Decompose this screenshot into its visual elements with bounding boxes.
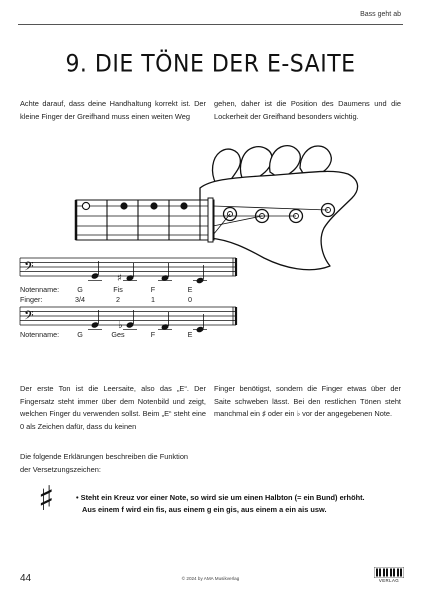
accidentals-intro bbox=[20, 451, 220, 476]
bass-clef-icon: 𝄢 bbox=[24, 259, 34, 277]
note-name: Ges bbox=[111, 330, 125, 339]
book-title-header: Bass geht ab bbox=[360, 11, 401, 18]
finger-number: 0 bbox=[188, 295, 192, 304]
note-name: Fis bbox=[113, 285, 123, 294]
body-paragraph-right: Finger benötigst, sondern die Finger etwas über der Saite schweben lässt. Bei den restlichen Tönen steht manchmal ein ♯ oder ein ♭ vor der angegebenen Note. bbox=[214, 384, 401, 419]
accidentals-intro-line2: der Versetzungszeichen: bbox=[20, 464, 101, 474]
sharp-rule-text bbox=[76, 492, 396, 517]
finger-label: Finger: bbox=[20, 295, 43, 304]
intro-paragraph-right: gehen, daher ist die Position des Daumens und die Lockerheit der Greifhand besonders wichtig. bbox=[214, 99, 401, 121]
note-ges bbox=[126, 321, 135, 328]
finger-number: 1 bbox=[151, 295, 155, 304]
chapter-title: 9. DIE TÖNE DER E-SAITE bbox=[65, 51, 356, 78]
intro-paragraph-left: Achte darauf, dass deine Handhaltung korrekt ist. Der kleine Finger der Greifhand muss einen weiten Weg bbox=[20, 99, 206, 121]
copyright-notice: © 2024 by AMA Musikverlag bbox=[181, 576, 240, 581]
accidentals-intro-line1: Die folgende Erklärungen beschreiben die Funktion bbox=[20, 452, 189, 461]
note-name: F bbox=[150, 330, 156, 339]
music-staff-1 bbox=[18, 255, 238, 285]
note-name: G bbox=[77, 285, 83, 294]
body-paragraph-left: Der erste Ton ist die Leersaite, also das „E“. Der Fingersatz steht immer über dem Notenbild und zeigt, welchen Finger du verwenden sollst. Beim „E“ steht eine 0 als Zeichen dafür, dass du keinen bbox=[20, 384, 206, 431]
sharp-rule-line1 bbox=[76, 492, 396, 504]
header-divider bbox=[18, 24, 403, 25]
fret-position-open bbox=[82, 202, 89, 209]
ama-verlag-logo bbox=[374, 567, 404, 583]
note-g bbox=[91, 321, 100, 328]
note-name-label-2: Notenname: bbox=[20, 330, 60, 339]
bass-clef-icon: 𝄢 bbox=[24, 308, 34, 326]
note-name: E bbox=[187, 285, 193, 294]
fret-position-2 bbox=[150, 202, 157, 209]
note-name: G bbox=[77, 330, 83, 339]
logo-text: VERLAG bbox=[378, 578, 400, 583]
sharp-rule-sentence1: Steht ein Kreuz vor einer Note, so wird sie um einen Halbton (= ein Bund) erhöht. bbox=[80, 493, 365, 502]
note-name: F bbox=[150, 285, 156, 294]
sharp-rule-sentence2: Aus einem f wird ein fis, aus einem g ein gis, aus einem a ein ais usw. bbox=[82, 505, 327, 515]
flat-accidental-icon: ♭ bbox=[118, 320, 123, 331]
note-name: E bbox=[187, 330, 193, 339]
finger-number: 2 bbox=[116, 295, 120, 304]
ama-logo-icon bbox=[374, 567, 404, 578]
note-e bbox=[196, 277, 205, 284]
bullet: • bbox=[76, 493, 79, 502]
fret-position-1 bbox=[120, 202, 127, 209]
finger-number: 3/4 bbox=[75, 295, 85, 304]
page-number: 44 bbox=[20, 573, 32, 584]
sharp-accidental-icon: ♯ bbox=[117, 273, 122, 284]
sharp-symbol-icon: ♯ bbox=[38, 479, 55, 519]
note-g bbox=[91, 272, 100, 279]
note-name-label-1: Notenname: bbox=[20, 285, 60, 294]
fret-position-3 bbox=[180, 202, 187, 209]
